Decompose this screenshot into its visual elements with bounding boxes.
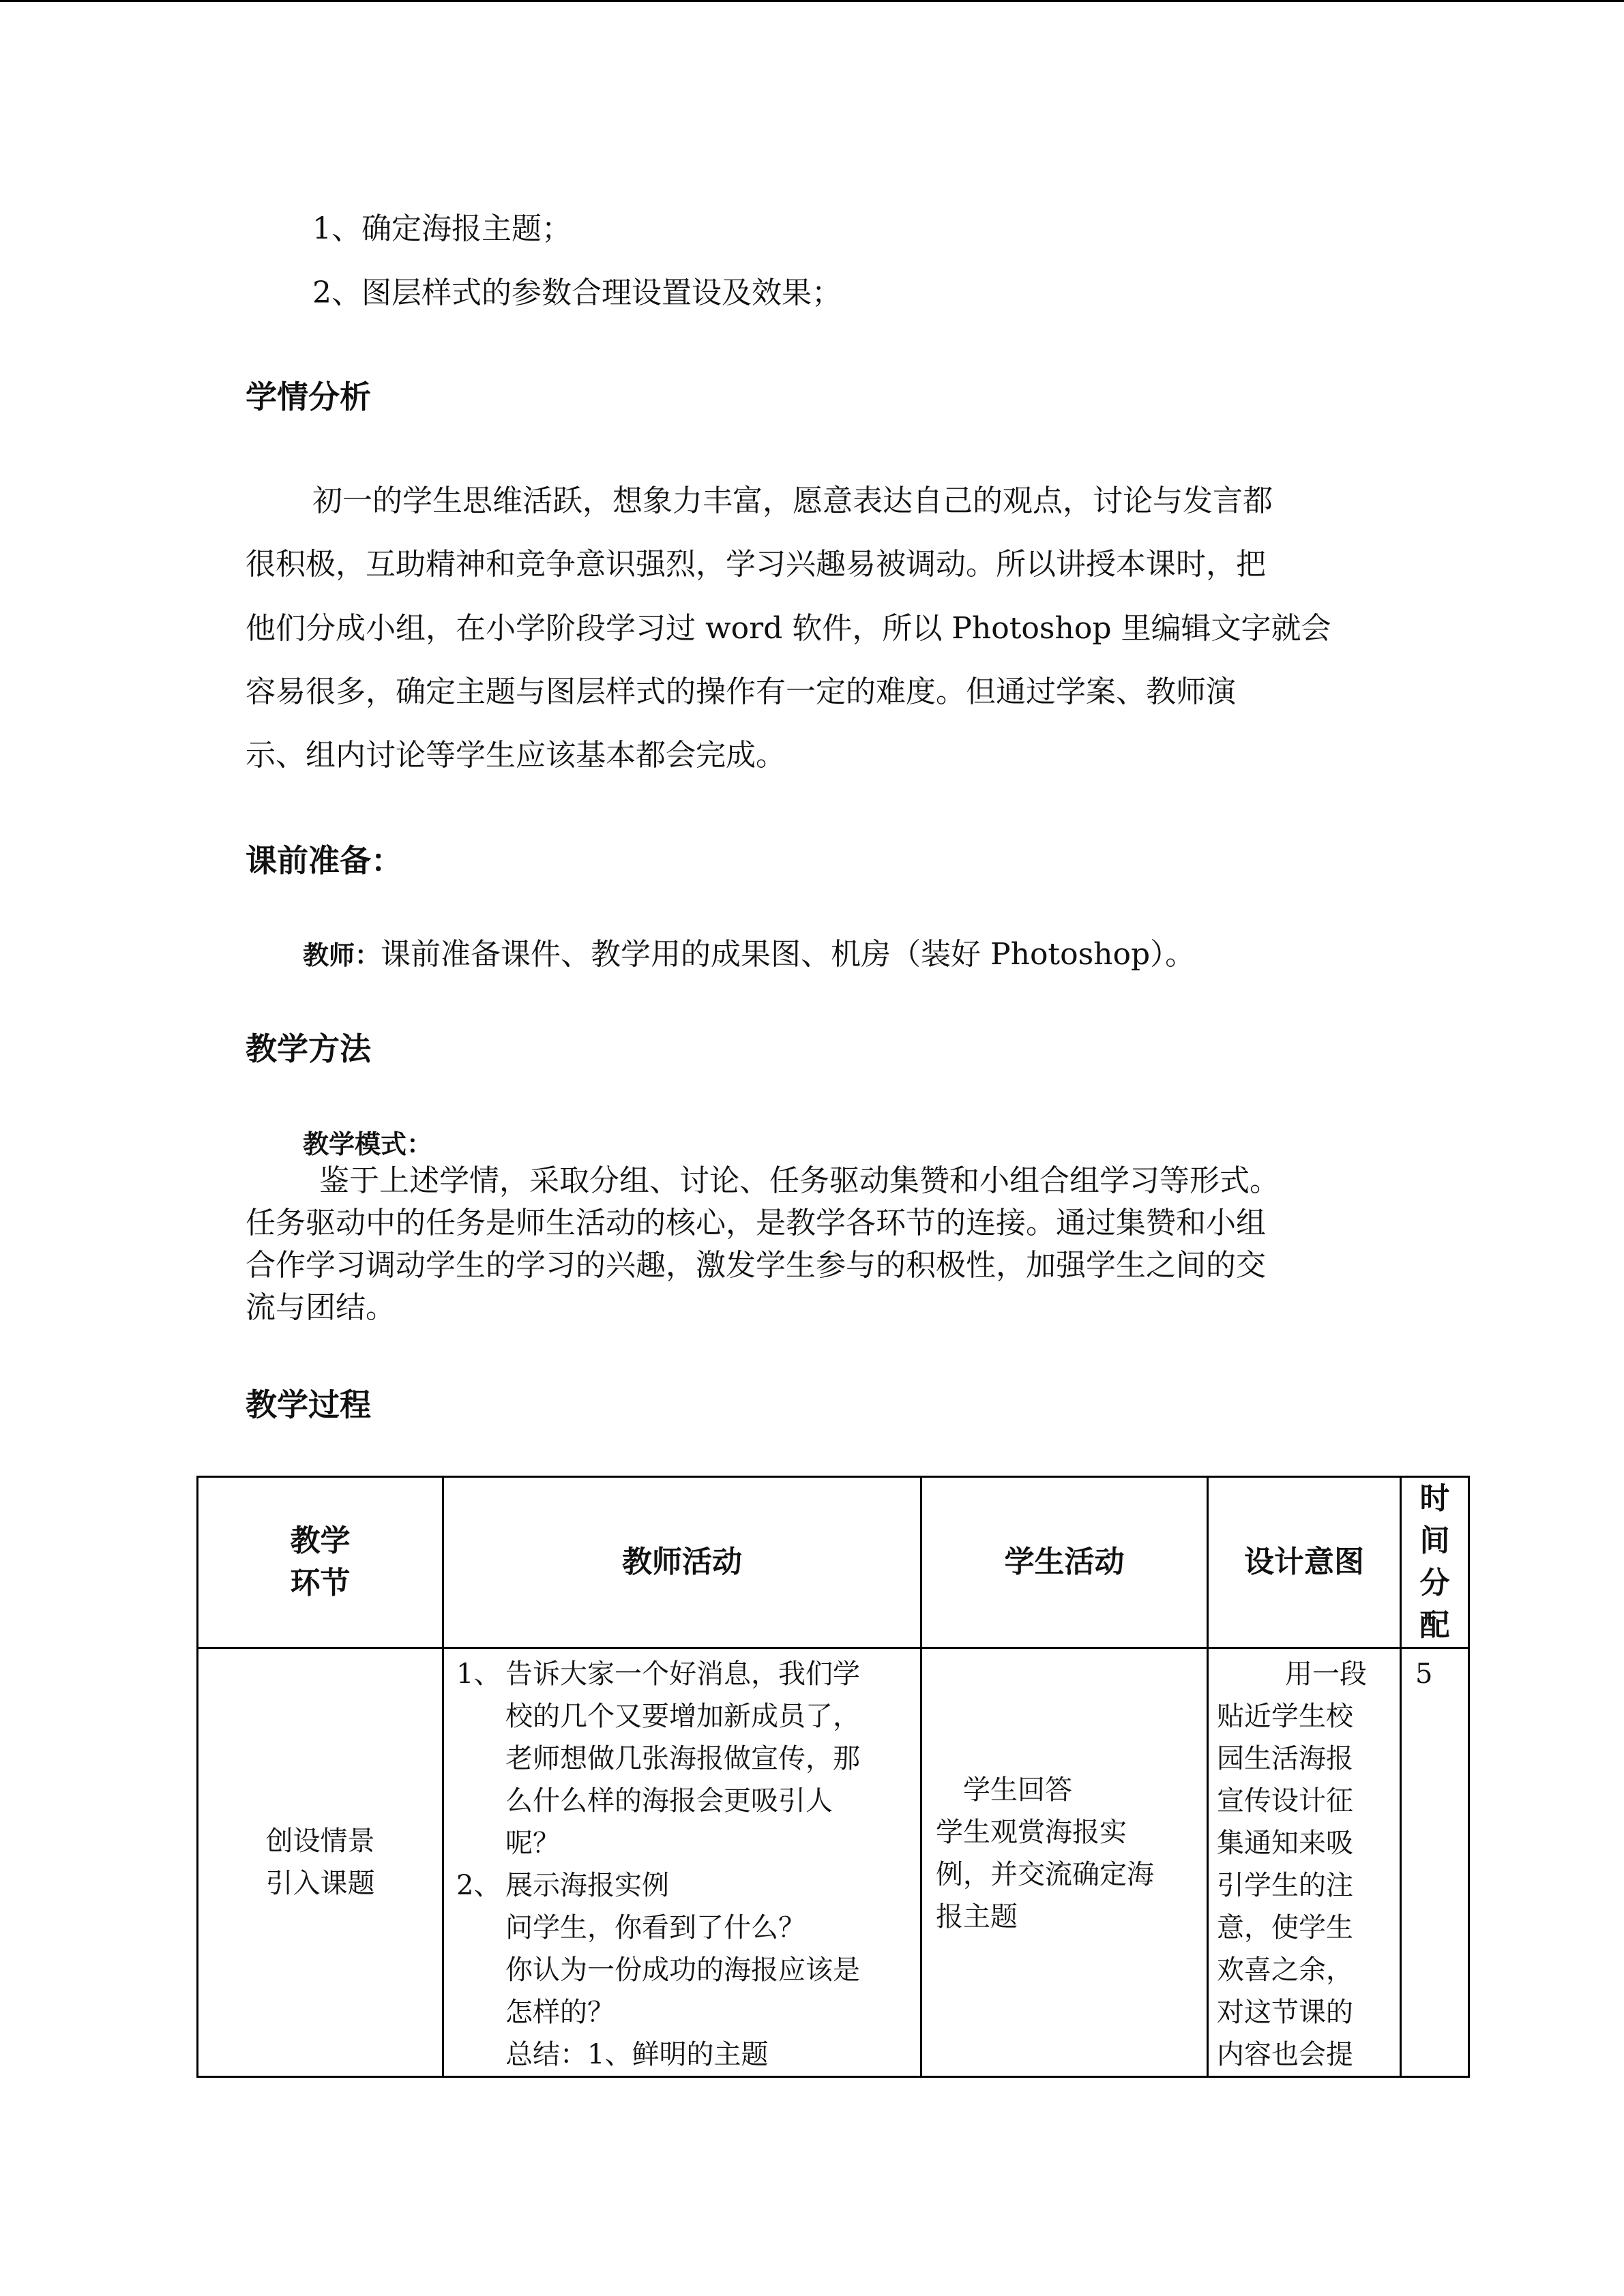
prep-teacher-line	[303, 934, 1195, 976]
stage-line-1: 创设情景	[265, 1825, 375, 1857]
method-mode-label: 教学模式：	[303, 1129, 433, 1159]
teacher-sub-line: 你认为一份成功的海报应该是	[505, 1954, 860, 1986]
intent-line: 欢喜之余，	[1217, 1954, 1353, 1986]
method-line-4: 流与团结。	[246, 1290, 396, 1325]
stage-cell	[198, 1648, 443, 2077]
prep-teacher-label: 教师：	[303, 940, 381, 970]
header-stage-line-1: 教学	[290, 1523, 351, 1558]
header-student-activity: 学生活动	[921, 1477, 1208, 1648]
table-header-row	[198, 1477, 1469, 1648]
header-time-line-1: 时	[1419, 1481, 1450, 1516]
student-activity-cell	[921, 1648, 1208, 2077]
intro-item-1: 1、确定海报主题；	[312, 211, 572, 246]
analysis-line-1: 初一的学生思维活跃，想象力丰富，愿意表达自己的观点，讨论与发言都	[312, 483, 1273, 518]
time-cell	[1401, 1648, 1469, 2077]
student-line: 例，并交流确定海	[936, 1859, 1154, 1890]
method-line-3: 合作学习调动学生的学习的兴趣，激发学生参与的积极性，加强学生之间的交	[246, 1248, 1266, 1283]
method-heading: 教学方法	[246, 1030, 371, 1067]
teacher-activity-cell	[443, 1648, 921, 2077]
list-item-number: 1、	[456, 1658, 501, 1690]
list-item-line: 告诉大家一个好消息，我们学	[505, 1658, 860, 1690]
list-item	[444, 1864, 920, 1907]
intent-line: 对这节课的	[1217, 1997, 1353, 2028]
method-line-1: 鉴于上述学情，采取分组、讨论、任务驱动集赞和小组合组学习等形式。	[319, 1163, 1280, 1198]
list-item-line: 老师想做几张海报做宣传，那	[505, 1743, 860, 1774]
intro-item-2: 2、图层样式的参数合理设置设及效果；	[312, 275, 842, 310]
intent-line: 贴近学生校	[1217, 1701, 1353, 1732]
top-border-line	[0, 0, 1624, 2]
time-value: 5	[1415, 1658, 1433, 1690]
intent-line: 引学生的注	[1217, 1870, 1353, 1901]
teacher-sub-line: 怎样的？	[505, 1997, 615, 2028]
student-line: 学生回答	[963, 1774, 1072, 1806]
list-item-line: 么什么样的海报会更吸引人	[505, 1785, 833, 1817]
design-intent-text	[1209, 1649, 1400, 2076]
header-stage-line-2: 环节	[290, 1566, 351, 1600]
header-time-line-2: 间	[1419, 1523, 1450, 1558]
student-line: 报主题	[936, 1901, 1018, 1933]
teacher-activity-list	[444, 1649, 920, 1907]
table-row	[198, 1648, 1469, 2077]
method-line-2: 任务驱动中的任务是师生活动的核心，是教学各环节的连接。通过集赞和小组	[246, 1206, 1266, 1240]
intent-line: 用一段	[1285, 1658, 1367, 1690]
list-item-line: 展示海报实例	[505, 1870, 669, 1901]
list-item-line: 呢？	[505, 1828, 560, 1859]
header-stage	[198, 1477, 443, 1648]
header-time-line-3: 分	[1419, 1566, 1450, 1600]
student-line: 学生观赏海报实	[936, 1817, 1127, 1848]
student-activity-text	[922, 1649, 1207, 1938]
prep-teacher-text: 课前准备课件、教学用的成果图、机房（装好 Photoshop）。	[381, 937, 1196, 972]
intent-line: 集通知来吸	[1217, 1828, 1353, 1859]
teaching-process-table	[196, 1476, 1470, 2078]
prep-heading: 课前准备：	[246, 842, 402, 879]
process-heading: 教学过程	[246, 1386, 371, 1423]
header-teacher-activity: 教师活动	[443, 1477, 921, 1648]
intent-line: 意，使学生	[1217, 1912, 1353, 1943]
design-intent-cell	[1208, 1648, 1401, 2077]
intent-line: 宣传设计征	[1217, 1785, 1353, 1817]
analysis-line-4: 容易很多，确定主题与图层样式的操作有一定的难度。但通过学案、教师演	[246, 674, 1236, 709]
intent-line: 内容也会提	[1217, 2039, 1353, 2070]
analysis-heading: 学情分析	[246, 378, 371, 415]
list-item	[444, 1653, 920, 1864]
list-item-number: 2、	[456, 1870, 501, 1901]
teacher-sub-line: 问学生，你看到了什么？	[505, 1912, 806, 1943]
stage-line-2: 引入课题	[265, 1868, 375, 1899]
analysis-line-3: 他们分成小组，在小学阶段学习过 word 软件，所以 Photoshop 里编辑文字就会	[246, 611, 1331, 646]
intent-line: 园生活海报	[1217, 1743, 1353, 1774]
header-time	[1401, 1477, 1469, 1648]
list-item-line: 校的几个又要增加新成员了，	[505, 1701, 860, 1732]
teacher-sub-line: 总结：1、鲜明的主题	[505, 2039, 769, 2070]
analysis-line-2: 很积极，互助精神和竞争意识强烈，学习兴趣易被调动。所以讲授本课时，把	[246, 547, 1266, 582]
analysis-line-5: 示、组内讨论等学生应该基本都会完成。	[246, 738, 786, 773]
header-design-intent: 设计意图	[1208, 1477, 1401, 1648]
header-time-line-4: 配	[1419, 1608, 1450, 1643]
